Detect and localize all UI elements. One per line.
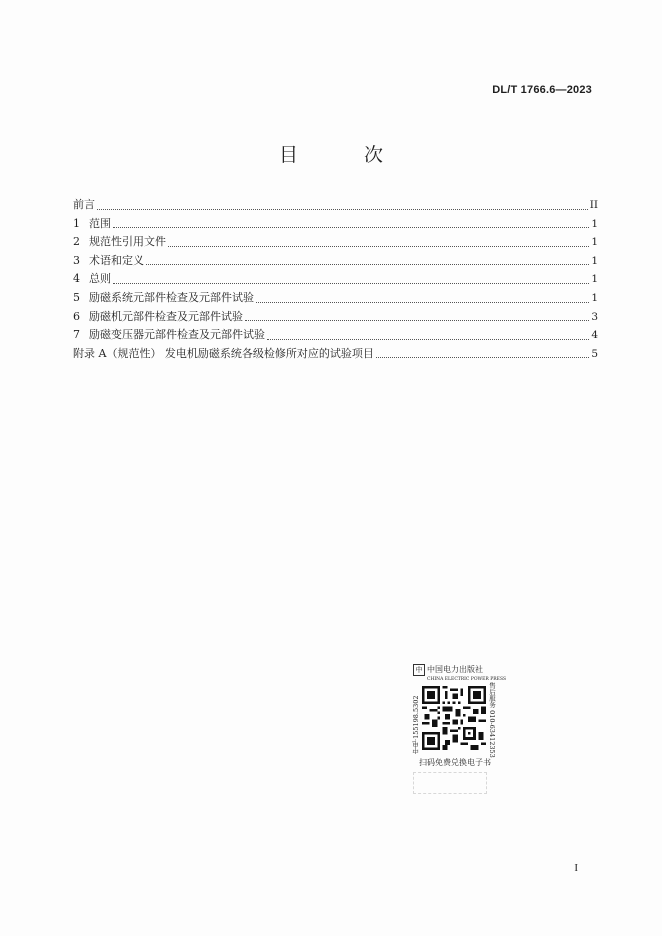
publisher-name: 中国电力出版社 (427, 665, 483, 674)
qr-left-text: 中电·155198.5302 (412, 695, 420, 754)
toc-leader-dots (267, 338, 589, 340)
toc-title: 目 次 (278, 144, 414, 166)
toc-entry-page: 1 (591, 236, 598, 249)
document-code: DL/T 1766.6—2023 (492, 84, 592, 96)
toc-entry-number: 6 (73, 309, 80, 323)
toc-leader-dots (97, 208, 588, 210)
toc-entry-page: 1 (591, 217, 598, 230)
toc-entry-foreword[interactable] (73, 196, 598, 215)
toc-leader-dots (376, 356, 589, 358)
qr-sticker (412, 663, 507, 794)
toc-entry-page: 1 (591, 273, 598, 286)
toc-entry-6[interactable] (73, 308, 598, 327)
page-number: I (574, 862, 578, 874)
toc-leader-dots (256, 301, 589, 303)
toc-entry-label: 前言 (73, 198, 95, 211)
toc-entry-7[interactable] (73, 326, 598, 345)
code-scratch-area (413, 772, 487, 794)
toc-leader-dots (245, 319, 589, 321)
toc-entry-label: 励磁机元部件检查及元部件试验 (89, 309, 243, 323)
toc-entry-label: 规范性引用文件 (89, 235, 166, 249)
qr-caption: 扫码免费兑换电子书 (419, 758, 491, 767)
toc-entry-label: 附录 A（规范性） 发电机励磁系统各级检修所对应的试验项目 (73, 346, 374, 360)
toc-entry-number: 5 (73, 290, 80, 304)
toc-leader-dots (146, 263, 589, 265)
toc-entry-number: 1 (73, 216, 80, 230)
toc-entry-page: 1 (591, 291, 598, 304)
publisher-name-en: CHINA ELECTRIC POWER PRESS (427, 677, 507, 682)
qr-code[interactable] (422, 686, 486, 750)
toc-entry-page: 1 (591, 254, 598, 267)
toc-leader-dots (168, 245, 589, 247)
toc-entry-page: 4 (591, 329, 598, 342)
toc-entry-2[interactable] (73, 233, 598, 252)
toc-leader-dots (113, 226, 589, 228)
toc-entry-5[interactable] (73, 289, 598, 308)
toc-entry-3[interactable] (73, 252, 598, 271)
toc-entry-label: 励磁系统元部件检查及元部件试验 (89, 290, 254, 304)
toc-entry-number: 2 (73, 235, 80, 249)
toc-entry-page: 3 (591, 310, 598, 323)
toc-entry-label: 范围 (89, 216, 111, 230)
toc-entry-annex-a[interactable] (73, 345, 598, 364)
toc-entry-label: 总则 (89, 272, 111, 286)
toc-entry-label: 励磁变压器元部件检查及元部件试验 (89, 328, 265, 342)
toc-entry-number: 7 (73, 328, 80, 342)
toc-entry-1[interactable] (73, 215, 598, 234)
toc-entry-number: 4 (73, 272, 80, 286)
publisher-logo (413, 663, 497, 677)
toc-entry-number: 3 (73, 253, 80, 267)
toc-entry-4[interactable] (73, 270, 598, 289)
toc-entry-page: II (589, 199, 598, 211)
toc-leader-dots (113, 282, 589, 284)
table-of-contents (73, 196, 598, 363)
toc-entry-page: 5 (591, 347, 598, 360)
qr-right-text: 售后服务 010-63412353 (488, 682, 496, 758)
toc-entry-label: 术语和定义 (89, 253, 144, 267)
publisher-logo-icon: 中 (413, 664, 425, 676)
